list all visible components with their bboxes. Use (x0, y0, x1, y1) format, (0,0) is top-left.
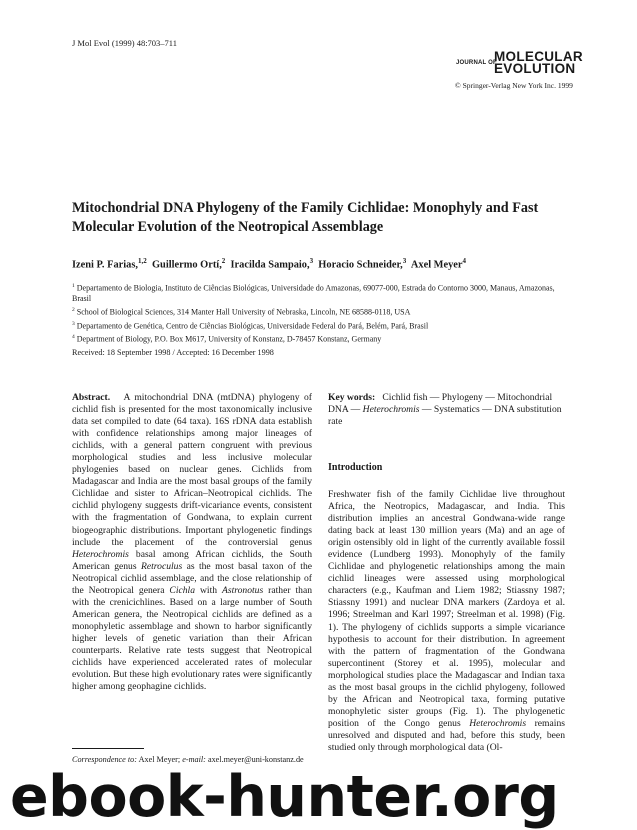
abstract-genus: Heterochromis (72, 548, 129, 560)
author-name: Axel Meyer (410, 259, 463, 271)
abstract-text: as the most basal taxon of the Neotropical cichlid assemblage, and the close relationship of the Neotropical genera (72, 560, 312, 596)
logo-molecular: MOLECULAR (494, 49, 583, 64)
affiliation-text: Departamento de Genética, Centro de Ciências Biológicas, Universidade Federal do Pará, Belém, Pará, Brasil (76, 321, 429, 331)
email-label: e-mail: (182, 755, 206, 764)
keywords-paragraph (328, 392, 565, 428)
author-name: Horacio Schneider, (318, 259, 403, 271)
author-affil-ref: 2 (221, 257, 226, 265)
correspondence-footnote (72, 755, 304, 764)
journal-logo (456, 48, 583, 78)
abstract-text: A mitochondrial DNA (mtDNA) phylogeny of cichlid fish is presented for the most taxonomically inclusive data set compiled to date (64 taxa). 16S rDNA data establish with confidence relationships among major lineages of cichlids, with a general pattern congruent with previous morphological studies and less inclusive molecular phylogenies based on nuclear genes. Cichlids from Madagascar and India are the most basal groups of the family Cichlidae and sister to African–Neotropical cichlids. The cichlid phylogeny suggests drift-vicariance events, consistent with the fragmentation of Gondwana, to explain current biogeographic distributions. Important phylogenetic findings include the placement of the controversial genus (72, 392, 312, 548)
copyright-notice: © Springer-Verlag New York Inc. 1999 (455, 81, 573, 90)
author-affil-ref: 3 (309, 257, 314, 265)
intro-genus: Heterochromis (469, 717, 527, 729)
affiliation-num: 3 (72, 320, 75, 327)
intro-text: Freshwater fish of the family Cichlidae live throughout Africa, the Neotropics, Madagascar, and India. This distribution implies an ancestral Gondwana-wide range dating back at least 130 million years (Ma) and an age of origin ostensibly old in light of the currently available fossil evidence (Lundberg 1993). Monophyly of the family Cichlidae and phylogenetic relationships among the main cichlid lineages were assessed using morphological characters (e.g., Kaufman and Liem 1982; Stiassny 1987; Stiassny 1991) and nuclear DNA markers (Zardoya et al. 1996; Streelman and Karl 1997; Streelman et al. 1998) (Fig. 1). The phylogeny of cichlids supports a simple vicariance hypothesis to account for their distribution. In agreement with the pattern of fragmentation of the Gondwana supercontinent (Storey et al. 1995), molecular and morphological studies place the Madagascar and Indian taxa as the most basal groups in the cichlid phylogeny, followed by the African and Neotropical taxa, forming putative monophyletic sister groups (Fig. 1). The phylogenetic position of the Congo genus (328, 489, 565, 729)
article-title: Mitochondrial DNA Phylogeny of the Family Cichlidae: Monophyly and Fast Molecular Evolution of the Neotropical Assemblage (72, 200, 539, 235)
intro-text: remains unresolved and disputed and had, before this study, been studied only through morphological data (Ol- (328, 717, 565, 753)
affiliation-item (72, 305, 572, 318)
abstract-text: with (199, 584, 218, 596)
author-affil-ref: 3 (402, 257, 407, 265)
introduction-paragraph (328, 489, 565, 754)
abstract-text: rather than with the crenicichlines. Based on a large number of South American genera, the Neotropical cichlids are defined as a monophyletic assemblage and shown to harbor significantly higher levels of genetic variation than their African counterparts. Relative rate tests suggest that Neotropical cichlids have experienced accelerated rates of molecular evolution. But these high evolutionary rates were significantly higher among geophagine cichlids. (72, 584, 313, 693)
keywords-genus: Heterochromis (362, 404, 420, 416)
keywords-label: Key words: (328, 392, 376, 403)
section-heading-introduction: Introduction (328, 462, 383, 473)
author-affil-ref: 1,2 (138, 257, 147, 265)
affiliation-item (72, 281, 572, 305)
journal-citation: J Mol Evol (1999) 48:703–711 (72, 38, 177, 48)
author-name: Iracilda Sampaio, (230, 259, 310, 271)
watermark-text: ebook-hunter.org (10, 764, 559, 830)
affiliation-num: 1 (72, 283, 75, 289)
correspondence-name: Axel Meyer; (138, 755, 181, 764)
footnote-rule (72, 748, 144, 749)
affiliations (72, 281, 572, 346)
affiliation-text: Department of Biology, P.O. Box M617, University of Konstanz, D-78457 Konstanz, Germany (76, 334, 382, 344)
affiliation-num: 4 (72, 334, 75, 341)
author-list (72, 257, 466, 270)
affiliation-item (72, 332, 572, 345)
abstract-genus: Cichla (169, 584, 196, 596)
author-name: Izeni P. Farias, (72, 259, 138, 271)
affiliation-text: School of Biological Sciences, 314 Manter Hall University of Nebraska, Lincoln, NE 68588-0118, USA (76, 307, 411, 317)
correspondence-email[interactable]: axel.meyer@uni-konstanz.de (207, 755, 304, 764)
author-affil-ref: 4 (462, 257, 467, 265)
abstract-paragraph (72, 392, 312, 693)
author-name: Guillermo Ortí, (151, 259, 222, 271)
abstract-genus: Retroculus (140, 560, 183, 572)
logo-journal-of: JOURNAL OF (456, 60, 497, 66)
received-dates: Received: 18 September 1998 / Accepted: 16 December 1998 (72, 348, 274, 357)
abstract-text: basal among African cichlids, the South American genus (72, 548, 313, 572)
abstract-label: Abstract. (72, 392, 111, 403)
keywords-text: — Systematics — DNA substitution rate (328, 404, 562, 428)
affiliation-num: 2 (72, 307, 75, 314)
logo-evolution: EVOLUTION (494, 61, 576, 76)
correspondence-label: Correspondence to: (72, 755, 137, 764)
affiliation-text: Departamento de Biologia, Instituto de Ciências Biológicas, Universidade do Amazonas, 69077-000, Estrada do Contorno 3000, Manaus, Amazonas, Brasil (72, 283, 555, 304)
abstract-genus: Astronotus (221, 584, 264, 596)
affiliation-item (72, 319, 572, 332)
keywords-text: Cichlid fish — Phylogeny — Mitochondrial DNA — (328, 392, 553, 416)
